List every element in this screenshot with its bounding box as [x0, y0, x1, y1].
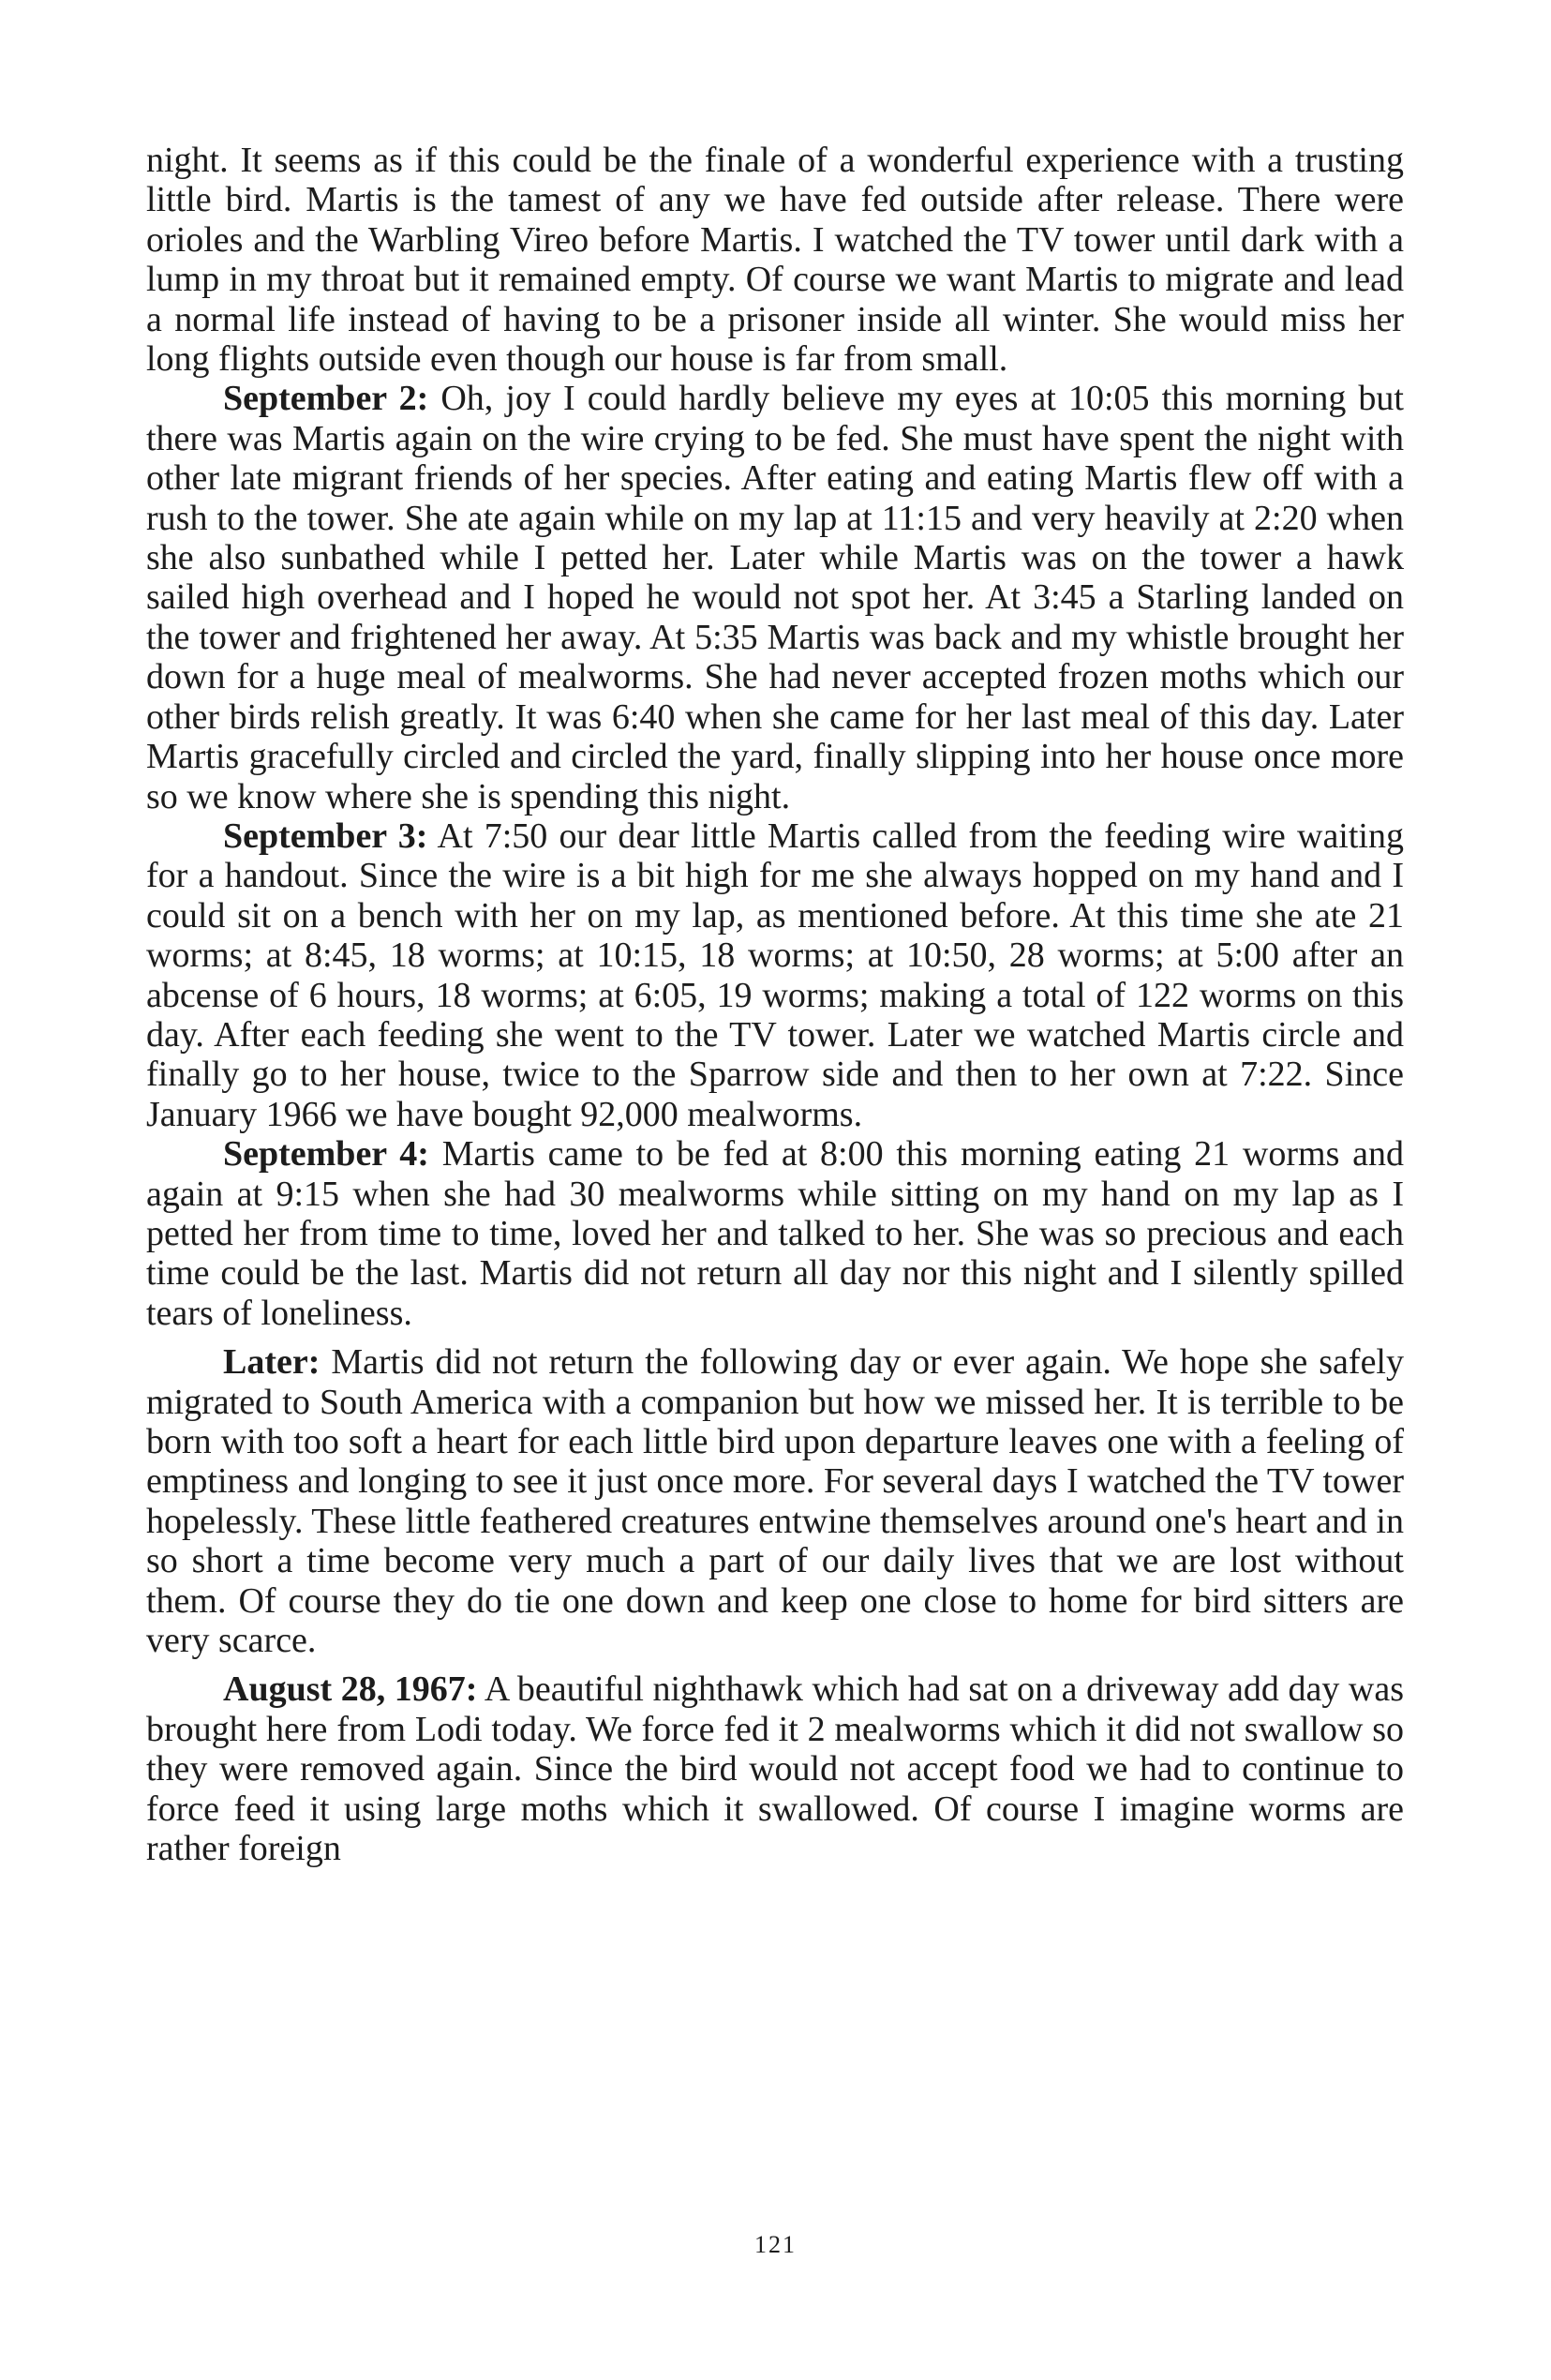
paragraph-later [146, 1342, 1404, 1660]
paragraph-text: Oh, joy I could hardly believe my eyes at 10:05 this morning but there was Martis again on the wire crying to be fed. She must have spent the night with other late migrant friends of her species. After eating and eating Martis flew off with a rush to the tower. She ate again while on my lap at 11:15 and very heavily at 2:20 when she also sunbathed while I petted her. Later while Martis was on the tower a hawk sailed high overhead and I hoped he would not spot her. At 3:45 a Starling landed on the tower and frightened her away. At 5:35 Martis was back and my whistle brought her down for a huge meal of mealworms. She had never accepted frozen moths which our other birds relish greatly. It was 6:40 when she came for her last meal of this day. Later Martis gracefully circled and circled the yard, finally slipping into her house once more so we know where she is spending this night. [146, 379, 1404, 816]
document-page [146, 141, 1404, 1868]
paragraph-lead: September 4: [223, 1134, 429, 1175]
paragraph-lead: Later: [223, 1342, 321, 1383]
paragraph-lead: August 28, 1967: [223, 1669, 478, 1710]
paragraph-text: Martis did not return the following day or ever again. We hope she safely migrated to South America with a companion but how we missed her. It is terrible to be born with too soft a heart for each little bird upon departure leaves one with a feeling of emptiness and longing to see it just once more. For several days I watched the TV tower hopelessly. These little feathered creatures entwine themselves around one's heart and in so short a time become very much a part of our daily lives that we are lost without them. Of course they do tie one down and keep one close to home for bird sitters are very scarce. [146, 1342, 1404, 1661]
paragraph-text: night. It seems as if this could be the finale of a wonderful experience with a trusting little bird. Martis is the tamest of any we have fed outside after release. There were orioles and the Warbling Vireo before Martis. I watched the TV tower until dark with a lump in my throat but it remained empty. Of course we want Martis to migrate and lead a normal life instead of having to be a prisoner inside all winter. She would miss her long flights outside even though our house is far from small. [146, 141, 1404, 380]
paragraph-september-4 [146, 1134, 1404, 1333]
paragraph-august-28-1967 [146, 1669, 1404, 1868]
paragraph-text: At 7:50 our dear little Martis called from the feeding wire waiting for a handout. Since the wire is a bit high for me she always hopped on my hand and I could sit on a bench with her on my lap, as mentioned before. At this time she ate 21 worms; at 8:45, 18 worms; at 10:15, 18 worms; at 10:50, 28 worms; at 5:00 after an abcense of 6 hours, 18 worms; at 6:05, 19 worms; making a total of 122 worms on this day. After each feeding she went to the TV tower. Later we watched Martis circle and finally go to her house, twice to the Sparrow side and then to her own at 7:22. Since January 1966 we have bought 92,000 mealworms. [146, 816, 1404, 1134]
paragraph-september-2 [146, 379, 1404, 816]
paragraph-text: A beautiful nighthawk which had sat on a driveway add day was brought here from Lodi today. We force fed it 2 mealworms which it did not swallow so they were removed again. Since the bird would not accept food we had to continue to force feed it using large moths which it swallowed. Of course I imagine worms are rather foreign [146, 1669, 1405, 1869]
paragraph-continuation [146, 141, 1404, 379]
page-number: 121 [754, 2231, 797, 2258]
paragraph-lead: September 3: [223, 816, 428, 856]
paragraph-september-3 [146, 816, 1404, 1134]
paragraph-lead: September 2: [223, 379, 429, 419]
paragraph-text: Martis came to be fed at 8:00 this morning eating 21 worms and again at 9:15 when she had 30 mealworms while sitting on my hand on my lap as I petted her from time to time, loved her and talked to her. She was so precious and each time could be the last. Martis did not return all day nor this night and I silently spilled tears of loneliness. [146, 1134, 1404, 1333]
